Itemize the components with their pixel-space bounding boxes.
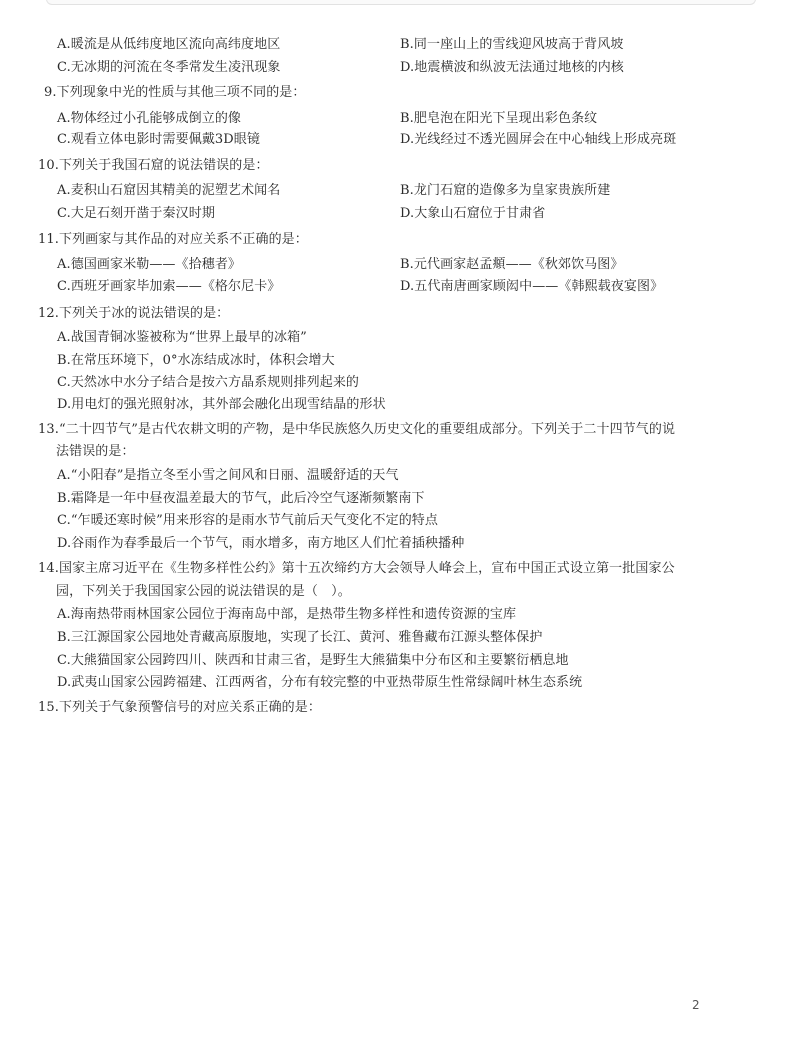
q8-option-b: B.同一座山上的雪线迎风坡高于背风坡 [400, 37, 624, 52]
q12-option-a: A.战国青铜冰鉴被称为“世界上最早的冰箱” [57, 330, 307, 345]
q13-stem-line1: 13.“二十四节气”是古代农耕文明的产物，是中华民族悠久历史文化的重要组成部分。下列关于二十四节气的说 [38, 422, 676, 437]
q11-option-d: D.五代南唐画家顾闳中——《韩熙载夜宴图》 [400, 279, 664, 294]
q13-option-c: C.“乍暖还寒时候”用来形容的是雨水节气前后天气变化不定的特点 [57, 513, 439, 528]
q10-option-d: D.大象山石窟位于甘肃省 [400, 206, 546, 221]
q12-option-c: C.天然冰中水分子结合是按六方晶系规则排列起来的 [57, 375, 360, 390]
q8-option-a: A.暖流是从低纬度地区流向高纬度地区 [57, 37, 281, 52]
q9-option-a: A.物体经过小孔能够成倒立的像 [57, 111, 242, 126]
q14-option-d: D.武夷山国家公园跨福建、江西两省，分布有较完整的中亚热带原生性常绿阔叶林生态系统 [57, 675, 583, 690]
q14-option-b: B.三江源国家公园地处青藏高原腹地，实现了长江、黄河、雅鲁藏布江源头整体保护 [57, 630, 543, 645]
q10-stem: 10.下列关于我国石窟的说法错误的是： [38, 158, 269, 173]
q14-option-c: C.大熊猫国家公园跨四川、陕西和甘肃三省，是野生大熊猫集中分布区和主要繁衍栖息地 [57, 653, 569, 668]
q12-option-d: D.用电灯的强光照射冰，其外部会融化出现雪结晶的形状 [57, 397, 386, 412]
page-number: 2 [692, 998, 700, 1012]
q9-option-d: D.光线经过不透光圆屏会在中心轴线上形成亮斑 [400, 132, 677, 147]
q13-option-a: A.“小阳春”是指立冬至小雪之间风和日丽、温暖舒适的天气 [57, 468, 399, 483]
q13-option-d: D.谷雨作为春季最后一个节气，雨水增多，南方地区人们忙着插秧播种 [57, 536, 465, 551]
q10-option-a: A.麦积山石窟因其精美的泥塑艺术闻名 [57, 183, 281, 198]
q9-stem: 9.下列现象中光的性质与其他三项不同的是： [44, 85, 306, 100]
q8-option-c: C.无冰期的河流在冬季常发生凌汛现象 [57, 60, 281, 75]
q13-stem-line2: 法错误的是： [56, 444, 135, 459]
q11-option-b: B.元代画家赵孟頫——《秋郊饮马图》 [400, 257, 624, 272]
q12-option-b: B.在常压环境下，0°水冻结成冰时，体积会增大 [57, 353, 335, 368]
q14-stem-line2: 园，下列关于我国国家公园的说法错误的是（ ）。 [56, 584, 351, 599]
q12-stem: 12.下列关于冰的说法错误的是： [38, 306, 230, 321]
q14-stem-line1: 14.国家主席习近平在《生物多样性公约》第十五次缔约方大会领导人峰会上，宣布中国正式设立第一批国家公 [38, 561, 675, 576]
q8-option-d: D.地震横波和纵波无法通过地核的内核 [400, 60, 624, 75]
q11-stem: 11.下列画家与其作品的对应关系不正确的是： [38, 232, 308, 247]
q11-option-a: A.德国画家米勒——《拾穗者》 [57, 257, 242, 272]
q10-option-b: B.龙门石窟的造像多为皇家贵族所建 [400, 183, 611, 198]
q11-option-c: C.西班牙画家毕加索——《格尔尼卡》 [57, 279, 281, 294]
q15-stem: 15.下列关于气象预警信号的对应关系正确的是： [38, 700, 321, 715]
q14-option-a: A.海南热带雨林国家公园位于海南岛中部，是热带生物多样性和遗传资源的宝库 [57, 607, 517, 622]
q9-option-c: C.观看立体电影时需要佩戴3D眼镜 [57, 132, 261, 147]
q10-option-c: C.大足石刻开凿于秦汉时期 [57, 206, 215, 221]
q9-option-b: B.肥皂泡在阳光下呈现出彩色条纹 [400, 111, 598, 126]
q13-option-b: B.霜降是一年中昼夜温差最大的节气，此后冷空气逐渐频繁南下 [57, 491, 425, 506]
